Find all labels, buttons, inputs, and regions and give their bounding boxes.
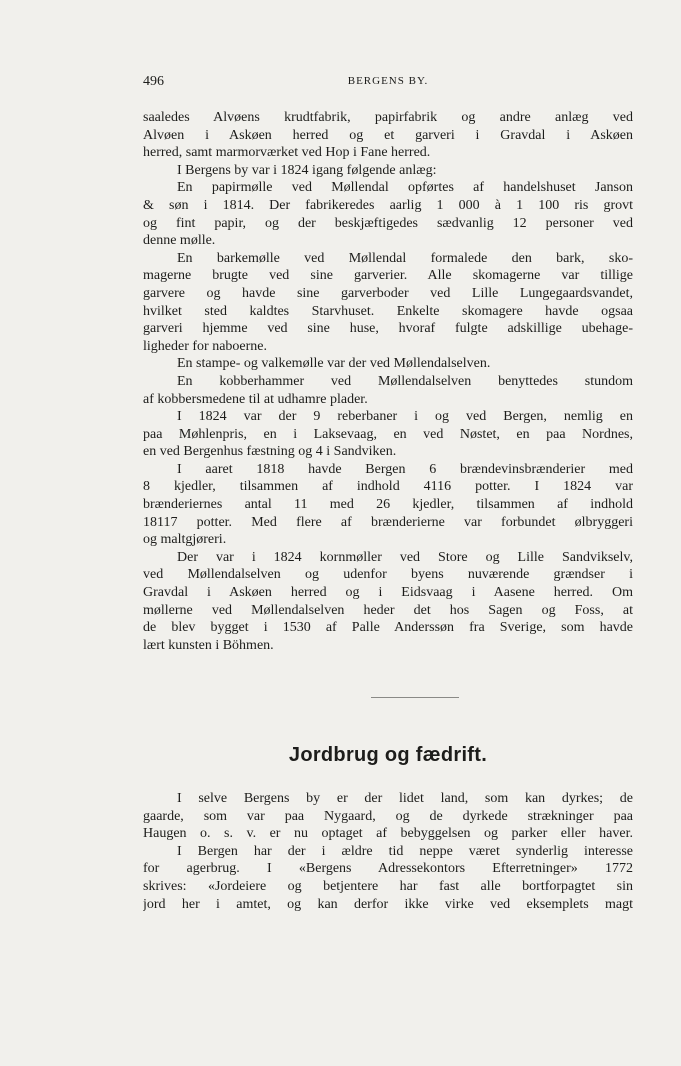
text-line: & søn i 1814. Der fabrikeredes aarlig 1 000 à 1 100 ris grovt (143, 197, 633, 213)
text-line: Der var i 1824 kornmøller ved Store og Lille Sandvikselv, (177, 549, 633, 565)
text-line: jord her i amtet, og kan derfor ikke virke ved eksemplets magt (143, 896, 633, 912)
text-line: 8 kjedler, tilsammen af indhold 4116 potter. I 1824 var (143, 479, 633, 495)
section-divider (371, 697, 459, 698)
text-line: I Bergens by var i 1824 igang følgende anlæg: (177, 162, 437, 178)
text-line: 18117 potter. Med flere af brænderierne var forbundet ølbryggeri (143, 514, 633, 530)
body-text-industry (143, 109, 633, 654)
page-number: 496 (143, 74, 164, 89)
text-line: En barkemølle ved Møllendal formalede den bark, sko- (177, 250, 633, 266)
text-line: I 1824 var der 9 reberbaner i og ved Bergen, nemlig en (177, 409, 633, 425)
text-line: paa Møhlenpris, en i Laksevaag, en ved Nøstet, en paa Nordnes, (143, 426, 633, 442)
text-line: magerne brugte ved sine garverier. Alle skomagerne var tillige (143, 268, 633, 284)
text-line: for agerbrug. I «Bergens Adressekontors Efterretninger» 1772 (143, 861, 633, 877)
text-line: og maltgjøreri. (143, 532, 227, 548)
text-line: de blev bygget i 1530 af Palle Anderssøn fra Sverige, som havde (143, 620, 633, 636)
text-line: Alvøen i Askøen herred og et garveri i Gravdal i Askøen (143, 127, 633, 143)
text-line: gaarde, som var paa Nygaard, og de dyrkede strækninger paa (143, 808, 633, 824)
text-line: denne mølle. (143, 233, 216, 249)
running-head (143, 74, 633, 92)
text-line: I aaret 1818 havde Bergen 6 brændevinsbrænderier med (177, 461, 633, 477)
body-text-agriculture (143, 790, 633, 913)
running-title: BERGENS BY. (347, 75, 429, 87)
text-line: ligheder for naboerne. (143, 338, 267, 354)
text-line: I selve Bergens by er der lidet land, som kan dyrkes; de (177, 791, 633, 806)
text-line: en ved Bergenhus fæstning og 4 i Sandviken. (143, 444, 397, 460)
text-line: af kobbersmedene til at udhamre plader. (143, 391, 368, 407)
text-line: garvere og havde sine garverboder ved Lille Lungegaardsvandet, (143, 285, 633, 301)
text-line: Gravdal i Askøen herred og i Eidsvaag i Aasene herred. Om (143, 585, 633, 601)
text-line: En stampe- og valkemølle var der ved Møllendalselven. (177, 356, 491, 372)
text-line: En papirmølle ved Møllendal opførtes af handelshuset Janson (177, 180, 633, 196)
text-line: møllerne ved Møllendalselven heder det hos Sagen og Foss, at (143, 602, 633, 618)
text-line: ved Møllendalselven og udenfor byens nuværende grændser i (143, 567, 633, 583)
text-line: garveri hjemme ved sine huse, hvoraf fulgte adskillige ubehage- (143, 321, 633, 337)
text-line: lært kunsten i Böhmen. (143, 637, 274, 653)
text-line: brænderiernes antal 11 med 26 kjedler, tilsammen af indhold (143, 497, 633, 513)
text-line: En kobberhammer ved Møllendalselven benyttedes stundom (177, 373, 633, 389)
text-line: Haugen o. s. v. er nu optaget af bebyggelsen og parker eller haver. (143, 826, 633, 842)
section-heading: Jordbrug og fædrift. (288, 744, 488, 766)
text-line: herred, samt marmorværket ved Hop i Fane herred. (143, 145, 431, 161)
text-line: saaledes Alvøens krudtfabrik, papirfabrik og andre anlæg ved (143, 110, 633, 125)
text-line: hvilket sted kaldtes Starvhuset. Enkelte skomagere havde ogsaa (143, 303, 633, 319)
text-line: og fint papir, og der beskjæftigedes sædvanlig 12 personer ved (143, 215, 633, 231)
text-line: skrives: «Jordeiere og betjentere har fast alle bortforpagtet sin (143, 878, 633, 894)
text-line: I Bergen har der i ældre tid neppe været synderlig interesse (177, 843, 633, 859)
